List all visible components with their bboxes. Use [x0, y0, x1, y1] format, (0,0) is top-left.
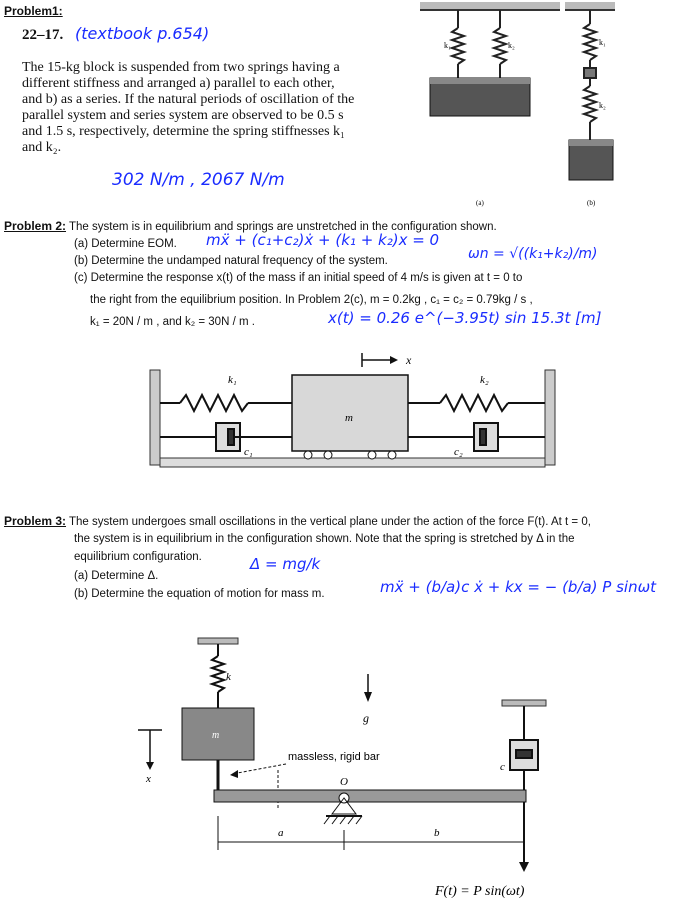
problem1-line: and k₂.	[22, 140, 62, 155]
fig3-o-label: O	[340, 776, 348, 788]
problem2-answer-a: mẍ + (c₁+c₂)ẋ + (k₁ + k₂)x = 0	[206, 231, 440, 249]
problem3-line2: the system is in equilibrium in the configuration shown. Note that the spring is stretched by Δ in the	[74, 533, 575, 545]
problem1-answer: 302 N/m , 2067 N/m	[112, 170, 285, 190]
problem2-answer-b: ωn = √((k₁+k₂)/m)	[468, 246, 598, 262]
problem3-part-a: (a) Determine Δ.	[74, 570, 159, 582]
problem1-number: 22–17.	[22, 27, 64, 43]
problem1-line: The 15-kg block is suspended from two springs having a	[22, 60, 340, 75]
problem2-part-c3: k₁ = 20N / m , and k₂ = 30N / m .	[90, 316, 255, 328]
problem2-header: Problem 2:	[4, 219, 67, 233]
fig3-force-label: F(t) = P sin(ωt)	[435, 884, 525, 899]
problem3-line3: equilibrium configuration.	[74, 551, 202, 563]
fig3-k-label: k	[226, 671, 231, 683]
fig-b-label: (b)	[587, 199, 596, 207]
problem1-figure-a	[420, 0, 560, 210]
problem3-figure	[130, 630, 610, 900]
problem3-answer-a: Δ = mg/k	[250, 555, 321, 573]
problem3-line1	[4, 513, 591, 531]
problem1-line: and b) as a series. If the natural periods of oscillation of the	[22, 92, 355, 107]
fig2-x-label: x	[406, 353, 412, 367]
fig3-b-label: b	[434, 827, 440, 839]
problem3-header: Problem 3:	[4, 514, 67, 528]
fig-a-k1-label: k₁	[444, 41, 451, 50]
problem3-line1-text: The system undergoes small oscillations in the vertical plane under the action of the force F(t). At t = 0,	[69, 516, 591, 528]
problem3-answer-b: mẍ + (b/a)c ẋ + kx = − (b/a) P sinωt	[380, 578, 657, 596]
fig-b-k1-label: k₁	[599, 38, 606, 47]
problem3-part-b: (b) Determine the equation of motion for mass m.	[74, 588, 325, 600]
problem2-answer-c: x(t) = 0.26 e^(−3.95t) sin 15.3t [m]	[328, 309, 602, 327]
fig3-x-label: x	[146, 773, 151, 785]
problem1-header: Problem1:	[4, 4, 63, 18]
fig-a-label: (a)	[476, 199, 484, 207]
problem1-line: different stiffness and arranged a) parallel to each other,	[22, 76, 335, 91]
fig-a-k2-label: k₂	[508, 41, 515, 50]
fig3-m-label: m	[212, 730, 220, 741]
problem2-part-a: (a) Determine EOM.	[74, 238, 177, 250]
problem2-figure	[140, 345, 570, 475]
fig3-bar-label: massless, rigid bar	[288, 751, 380, 763]
problem1-line: parallel system and series system are observed to be 0.5 s	[22, 108, 344, 123]
problem2-part-c2: the right from the equilibrium position. In Problem 2(c), m = 0.2kg , c₁ = c₂ = 0.79kg / s ,	[90, 294, 533, 306]
problem2-part-b: (b) Determine the undamped natural frequency of the system.	[74, 255, 388, 267]
fig3-a-label: a	[278, 827, 284, 839]
problem2-intro-text: The system is in equilibrium and springs are unstretched in the configuration shown.	[69, 221, 497, 233]
fig-b-k2-label: k₂	[599, 101, 606, 110]
fig2-k1-label: k₁	[228, 374, 237, 386]
problem1-figure-b	[555, 0, 635, 210]
fig2-m-label: m	[345, 412, 353, 424]
fig3-g-label: g	[363, 711, 369, 725]
fig2-c2-label: c₂	[454, 446, 463, 458]
fig3-c-label: c	[500, 761, 505, 773]
problem1-textbook-note: (textbook p.654)	[75, 24, 210, 43]
problem1-statement	[22, 60, 414, 156]
problem1-line: and 1.5 s, respectively, determine the spring stiffnesses k₁	[22, 124, 345, 139]
fig2-c1-label: c₁	[244, 446, 253, 458]
fig2-k2-label: k₂	[480, 374, 489, 386]
problem2-part-c1: (c) Determine the response x(t) of the mass if an initial speed of 4 m/s is given at t = 0 to	[74, 272, 523, 284]
